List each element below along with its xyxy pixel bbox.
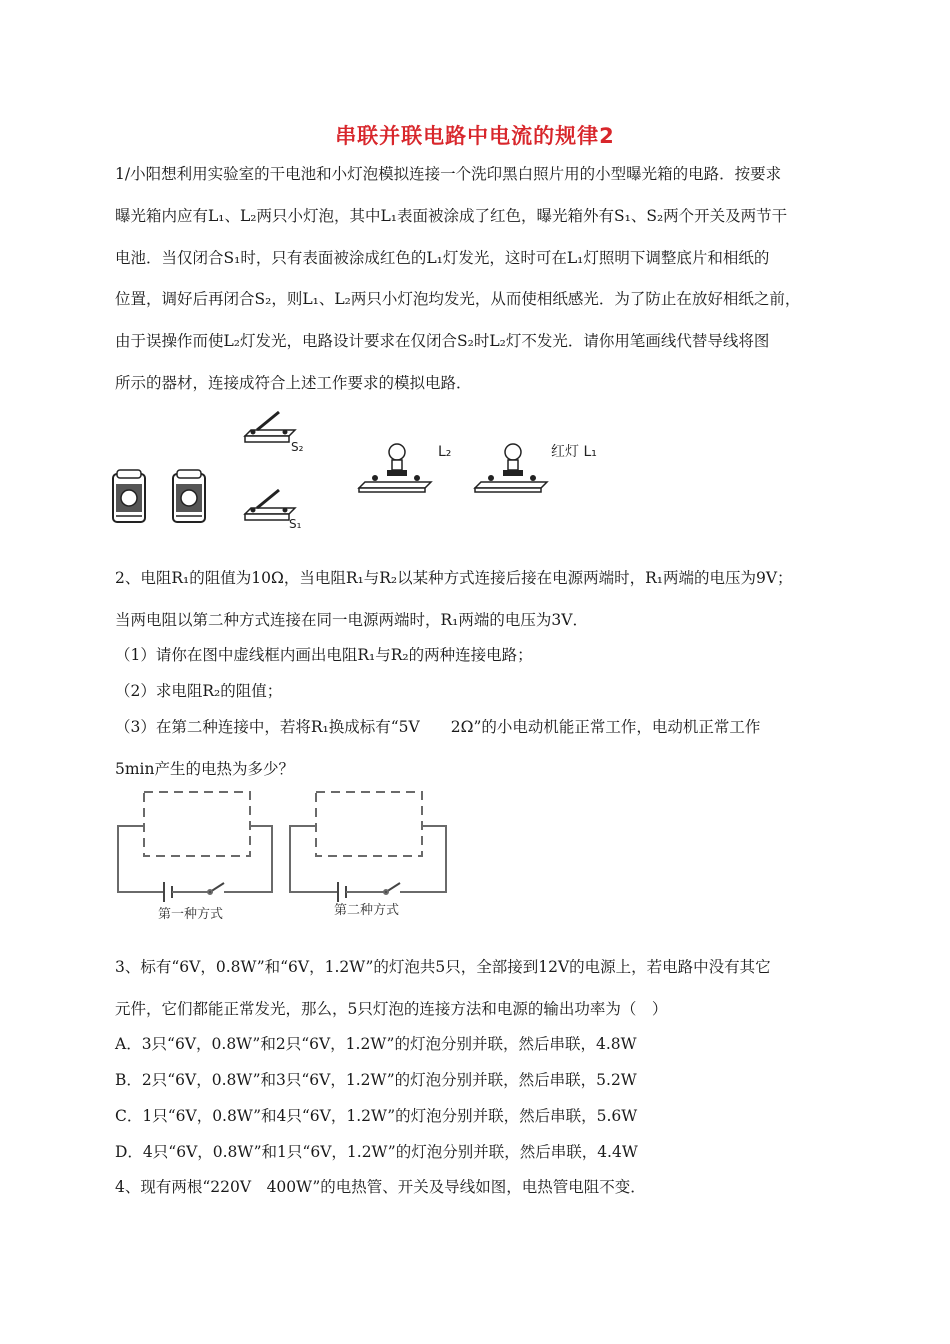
q1-apparatus-figure: [105, 400, 625, 540]
q1-line-1: 1/小阳想利用实验室的干电池和小灯泡模拟连接一个洗印黑白照片用的小型曝光箱的电路．按要求: [115, 165, 782, 183]
q4-line-1: 4、现有两根“220V 400W”的电热管、开关及导线如图，电热管电阻不变．: [115, 1178, 646, 1196]
caption-second-method: 第二种方式: [334, 903, 400, 918]
q2-line-2: 当两电阻以第二种方式连接在同一电源两端时，R₁两端的电压为3V．: [115, 611, 588, 629]
switch-s1-label: S₁: [289, 517, 302, 531]
lamp-l2-icon: [359, 444, 431, 492]
q2-sub-4: 5min产生的电热为多少？: [115, 760, 294, 778]
q2-sub-2: （2）求电阻R₂的阻值；: [115, 682, 283, 700]
battery-2-icon: [173, 470, 205, 522]
lamp-l2-label: L₂: [438, 444, 452, 460]
q3-option-b: B．2只“6V，0.8W”和3只“6V，1.2W”的灯泡分别并联，然后串联，5.2W: [115, 1071, 637, 1089]
page-title: 串联并联电路中电流的规律2: [335, 124, 615, 148]
circuit-second-method: [290, 792, 446, 902]
q3-option-a: A．3只“6V，0.8W”和2只“6V，1.2W”的灯泡分别并联，然后串联，4.8W: [115, 1035, 637, 1053]
q1-line-2: 曝光箱内应有L₁、L₂两只小灯泡，其中L₁表面被涂成了红色，曝光箱外有S₁、S₂两个开关及两节干: [115, 207, 788, 225]
q3-option-d: D．4只“6V，0.8W”和1只“6V，1.2W”的灯泡分别并联，然后串联，4.4W: [115, 1143, 638, 1161]
q3-line-1: 3、标有“6V，0.8W”和“6V，1.2W”的灯泡共5只，全部接到12V的电源上，若电路中没有其它: [115, 958, 771, 976]
q2-line-1: 2、电阻R₁的阻值为10Ω，当电阻R₁与R₂以某种方式连接后接在电源两端时，R₁两端的电压为9V；: [115, 569, 793, 587]
switch-s2-icon: [245, 412, 295, 442]
q2-circuit-figure: [112, 786, 452, 928]
caption-first-method: 第一种方式: [158, 907, 224, 922]
switch-s1-icon: [245, 490, 295, 520]
q1-line-5: 由于误操作而使L₂灯发光，电路设计要求在仅闭合S₂时L₂灯不发光．请你用笔画线代替导线将图: [115, 332, 770, 350]
lamp-l1-icon: [475, 444, 547, 492]
q2-sub-3: （3）在第二种连接中，若将R₁换成标有“5V 2Ω”的小电动机能正常工作，电动机正常工作: [115, 718, 761, 736]
q1-line-4: 位置，调好后再闭合S₂，则L₁、L₂两只小灯泡均发光，从而使相纸感光．为了防止在放好相纸之前，: [115, 290, 801, 308]
q3-option-c: C．1只“6V，0.8W”和4只“6V，1.2W”的灯泡分别并联，然后串联，5.6W: [115, 1107, 638, 1125]
q1-line-3: 电池．当仅闭合S₁时，只有表面被涂成红色的L₁灯发光，这时可在L₁灯照明下调整底片和相纸的: [115, 249, 770, 267]
lamp-l1-label: 红灯 L₁: [551, 444, 597, 460]
battery-1-icon: [113, 470, 145, 522]
switch-s2-label: S₂: [291, 440, 304, 454]
circuit-first-method: [118, 792, 272, 902]
q2-sub-1: （1）请你在图中虚线框内画出电阻R₁与R₂的两种连接电路；: [115, 646, 533, 664]
q1-line-6: 所示的器材，连接成符合上述工作要求的模拟电路．: [115, 374, 472, 392]
q3-line-2: 元件，它们都能正常发光，那么，5只灯泡的连接方法和电源的输出功率为（ ）: [115, 1000, 668, 1018]
